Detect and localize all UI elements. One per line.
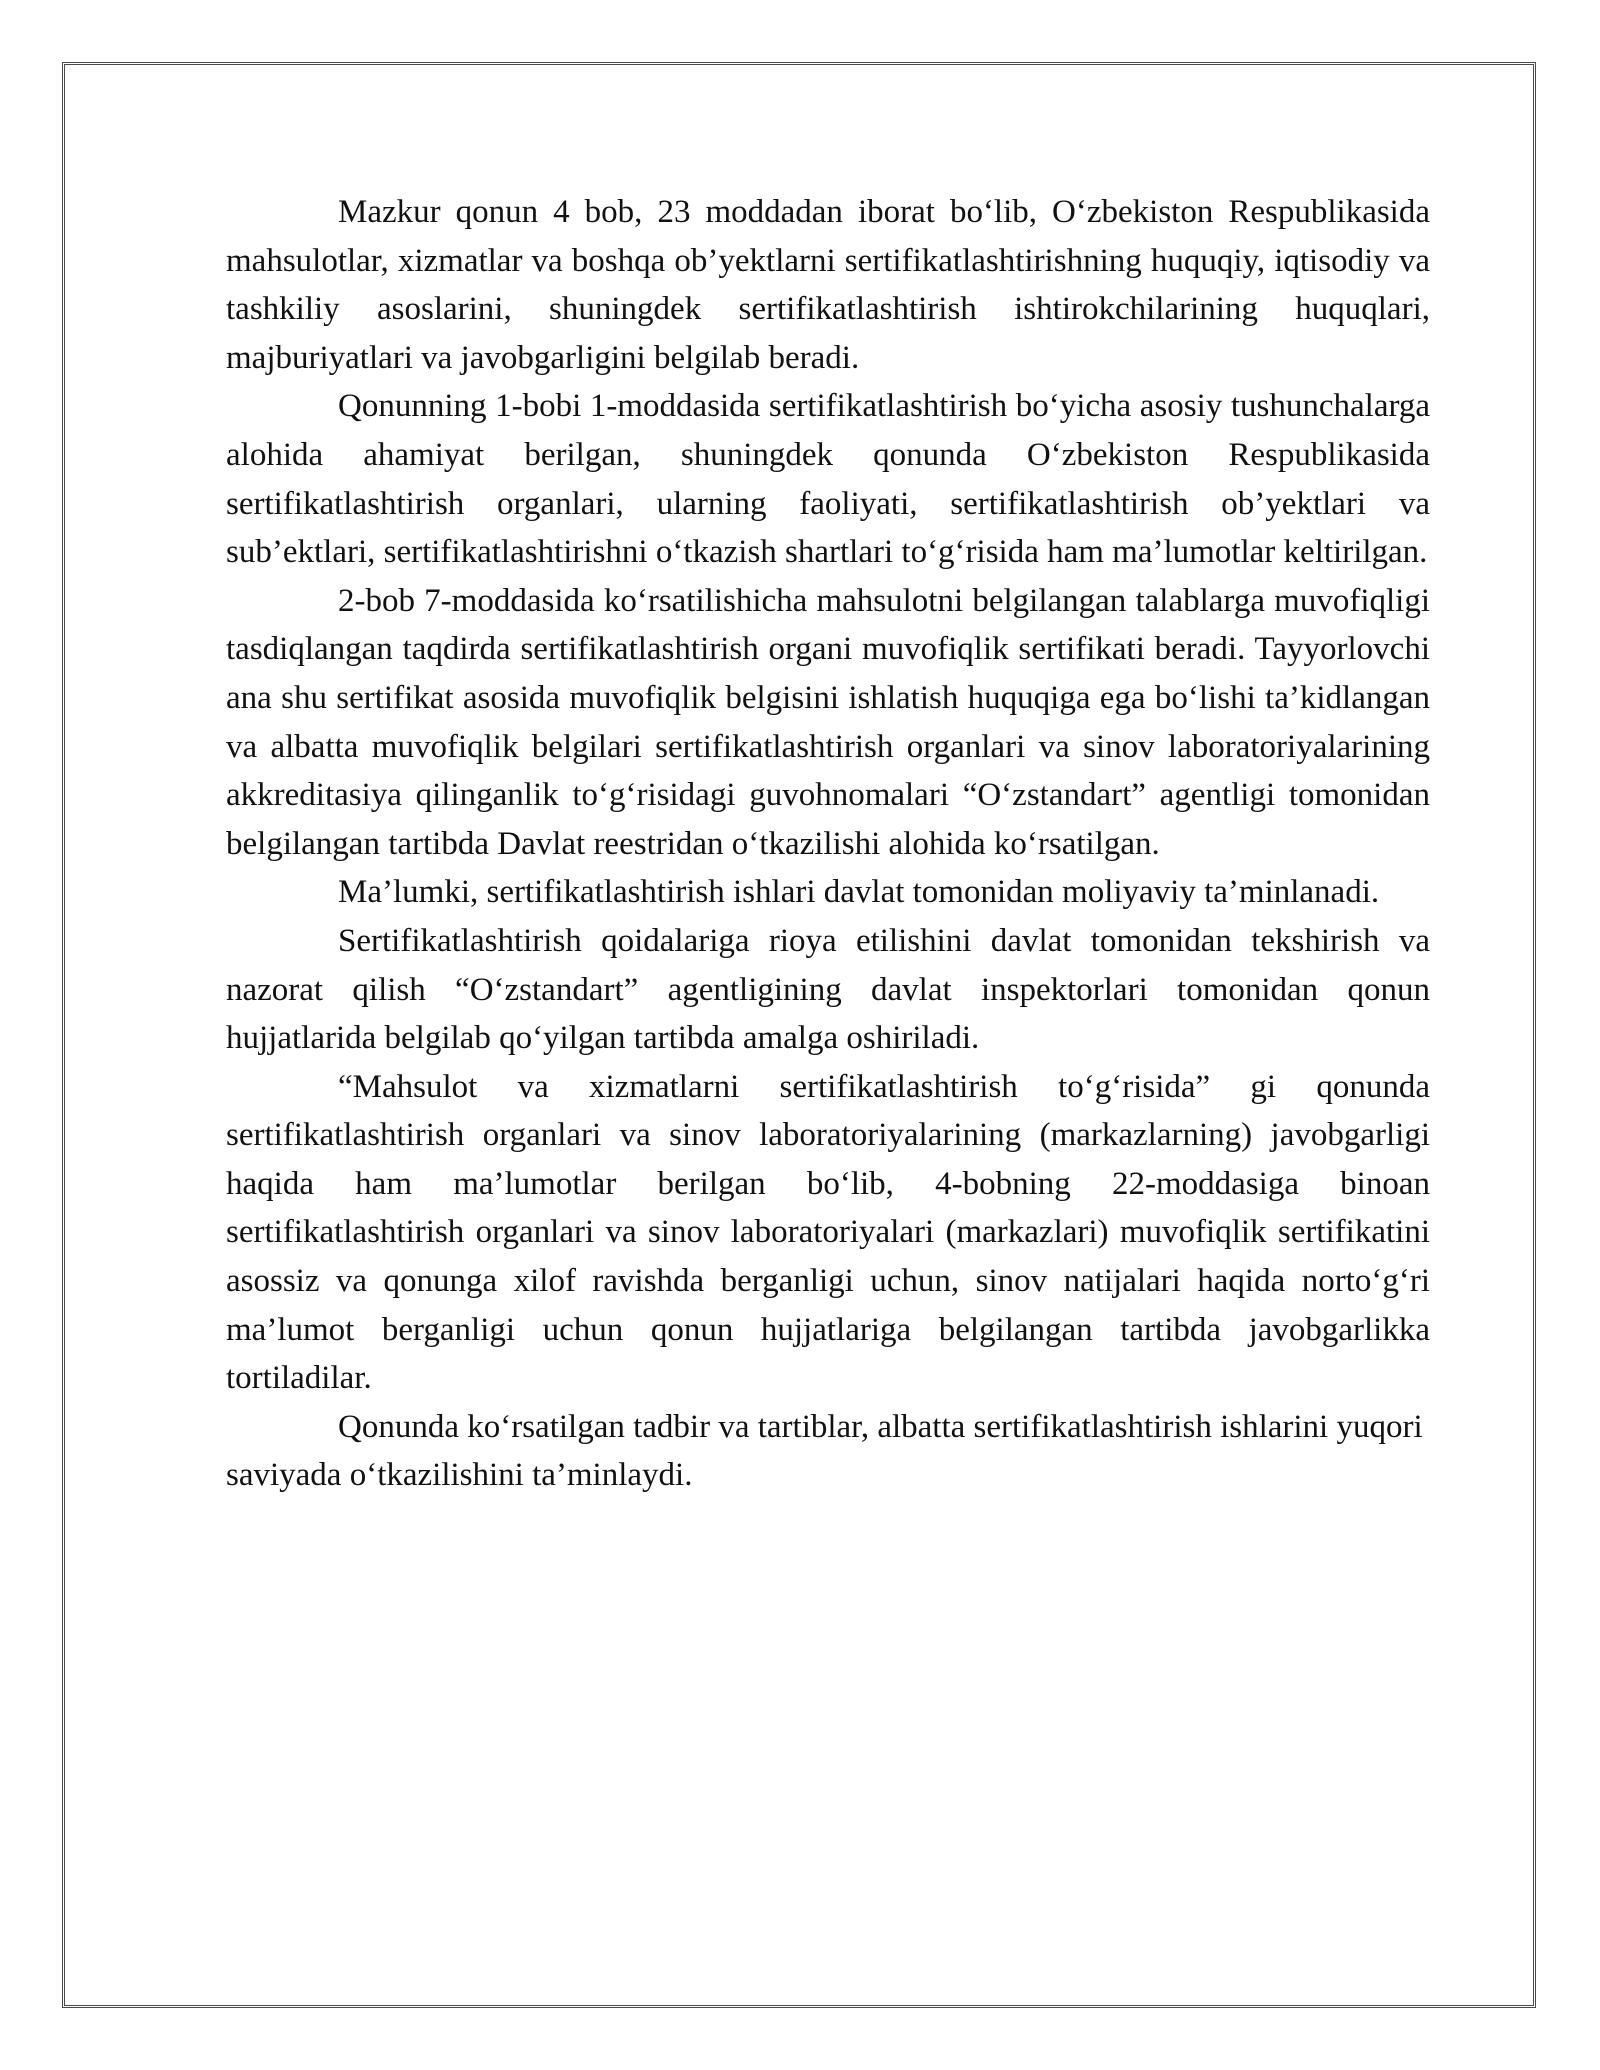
- paragraph: Ma’lumki, sertifikatlashtirish ishlari davlat tomonidan moliyaviy ta’minlanadi.: [338, 874, 1380, 911]
- paragraph: Sertifikatlashtirish qoidalariga rioya etilishini davlat tomonidan tekshirish va nazorat qilish “Oʻzstandart” agentligining davlat inspektorlari tomonidan qonun hujjatlarida belgilab qoʻyilgan tartibda amalga oshiriladi.: [226, 922, 1430, 1057]
- paragraph: Qonunda koʻrsatilgan tadbir va tartiblar, albatta sertifikatlashtirish ishlarini yuqori saviyada oʻtkazilishini ta’minlaydi.: [226, 1408, 1423, 1494]
- paragraph: Qonunning 1-bobi 1-moddasida sertifikatlashtirish boʻyicha asosiy tushunchalarga alohida ahamiyat berilgan, shuningdek qonunda Oʻzbekiston Respublikasida sertifikatlashtirish organlari, ularning faoliyati, sertifikatlashtirish ob’yektlari va sub’ektlari, sertifikatlashtirishni oʻtkazish shartlari toʻgʻrisida ham ma’lumotlar keltirilgan.: [226, 388, 1430, 571]
- paragraph: 2-bob 7-moddasida koʻrsatilishicha mahsulotni belgilangan talablarga muvofiqligi tasdiqlangan taqdirda sertifikatlashtirish organi muvofiqlik sertifikati beradi. Tayyorlovchi ana shu sertifikat asosida muvofiqlik belgisini ishlatish huquqiga ega boʻlishi ta’kidlangan va albatta muvofiqlik belgilari sertifikatlashtirish organlari va sinov laboratoriyalarining akkreditasiya qilinganlik toʻgʻrisidagi guvohnomalari “Oʻzstandart” agentligi tomonidan belgilangan tartibda Davlat reestridan oʻtkazilishi alohida koʻrsatilgan.: [226, 582, 1430, 862]
- paragraph: “Mahsulot va xizmatlarni sertifikatlashtirish toʻgʻrisida” gi qonunda sertifikatlashtirish organlari va sinov laboratoriyalarining (markazlarning) javobgarligi haqida ham ma’lumotlar berilgan boʻlib, 4-bobning 22-moddasiga binoan sertifikatlashtirish organlari va sinov laboratoriyalari (markazlari) muvofiqlik sertifikatini asossiz va qonunga xilof ravishda berganligi uchun, sinov natijalari haqida nortoʻgʻri ma’lumot berganligi uchun qonun hujjatlariga belgilangan tartibda javobgarlikka tortiladilar.: [226, 1068, 1430, 1397]
- paragraph: Mazkur qonun 4 bob, 23 moddadan iborat boʻlib, Oʻzbekiston Respublikasida mahsulotlar, xizmatlar va boshqa ob’yektlarni sertifikatlashtirishning huquqiy, iqtisodiy va tashkiliy asoslarini, shuningdek sertifikatlashtirish ishtirokchilarining huquqlari, majburiyatlari va javobgarligini belgilab beradi.: [226, 194, 1430, 376]
- document-body: [226, 188, 1430, 1500]
